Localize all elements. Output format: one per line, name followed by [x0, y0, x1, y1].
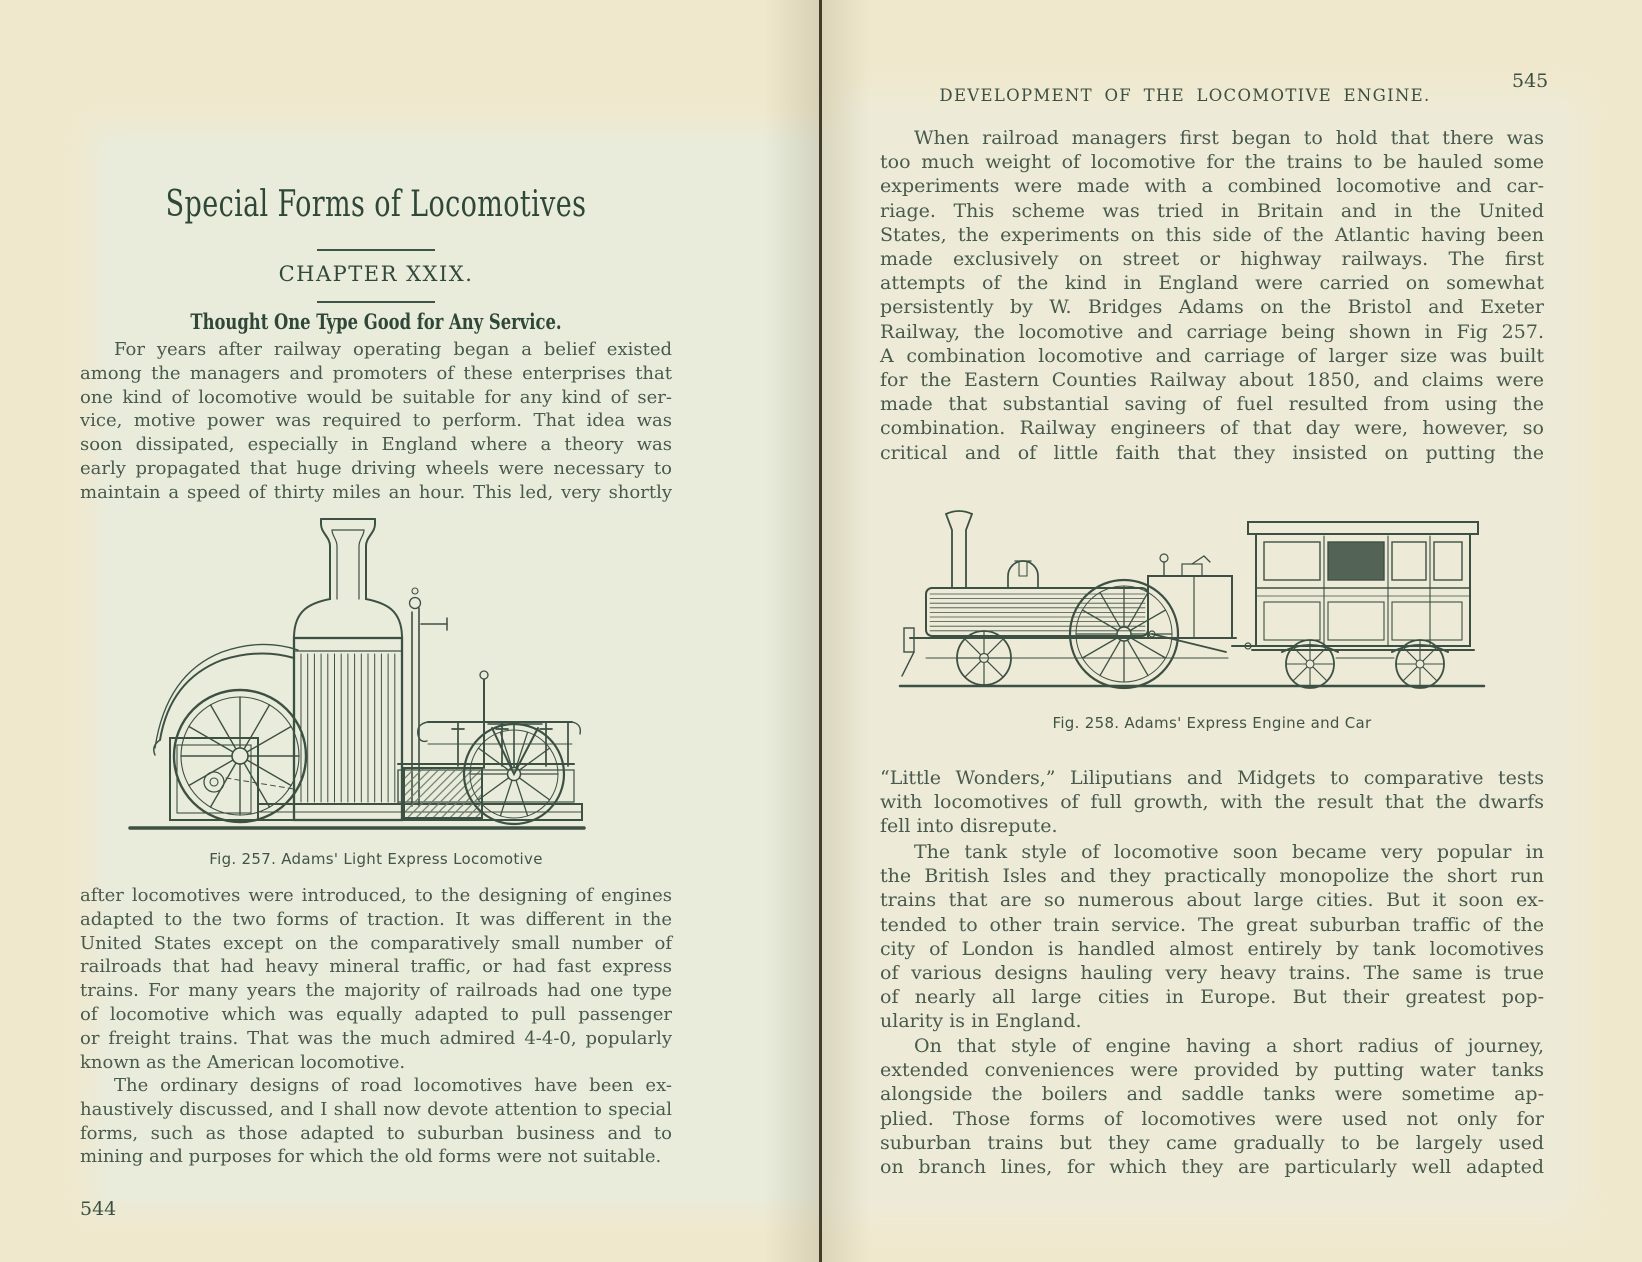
gutter-shadow-right [822, 0, 870, 1262]
page-number-right: 545 [1512, 70, 1549, 92]
text-line: persistently by W. Bridges Adams on the Bristol and Exeter [880, 296, 1544, 319]
text-line: States, the experiments on this side of the Atlantic having been [880, 223, 1544, 246]
text-line: The tank style of locomotive soon became very popular in [914, 841, 1544, 863]
text-line: “Little Wonders,” Liliputians and Midgets to comparative tests [880, 767, 1544, 789]
section-heading: Thought One Type Good for Any Service. [190, 309, 562, 334]
text-line: known as the American locomotive. [80, 1051, 406, 1073]
text-line: haustively discussed, and I shall now devote attention to special [80, 1098, 672, 1120]
text-line: tended to other train service. The great suburban traffic of the [880, 913, 1544, 936]
paragraph [80, 338, 672, 505]
figure-258-caption: Fig. 258. Adams' Express Engine and Car [1052, 714, 1372, 732]
text-line: ularity is in England. [880, 1010, 1082, 1033]
paragraph [880, 126, 1544, 465]
text-line: with locomotives of full growth, with the result that the dwarfs [880, 791, 1544, 814]
text-line: combination. Railway engineers of that day were, however, so [880, 417, 1544, 440]
text-line: experiments were made with a combined locomotive and car- [880, 175, 1544, 198]
text-line: extended conveniences were provided by putting water tanks [880, 1059, 1544, 1082]
text-line: plied. Those forms of locomotives were used not only for [880, 1107, 1544, 1130]
paragraph [880, 1034, 1544, 1179]
paragraph [80, 884, 672, 1074]
text-line: city of London is handled almost entirely by tank locomotives [880, 937, 1544, 960]
chapter-number-heading: CHAPTER XXIX. [278, 262, 474, 286]
text-line: on branch lines, for which they are particularly well adapted [880, 1156, 1544, 1179]
text-line: of locomotive which was equally adapted to pull passenger [80, 1003, 672, 1025]
text-line: critical and of little faith that they insisted on putting the [880, 441, 1544, 464]
text-line: fell into disrepute. [880, 815, 1058, 838]
text-line: one kind of locomotive would be suitable for any kind of ser- [80, 386, 672, 408]
chapter-rule [317, 301, 435, 303]
text-line: for the Eastern Counties Railway about 1850, and claims were [880, 369, 1544, 392]
chapter-title: Special Forms of Locomotives [165, 184, 587, 225]
paragraph [880, 840, 1544, 1034]
figure-257-illustration [122, 508, 592, 843]
gutter-shadow-left [764, 0, 819, 1262]
text-line: A combination locomotive and carriage of larger size was built [880, 344, 1544, 367]
running-header: DEVELOPMENT OF THE LOCOMOTIVE ENGINE. [939, 86, 1431, 105]
text-line: trains that are so numerous about large cities. But it soon ex- [880, 889, 1544, 912]
text-line: adapted to the two forms of traction. It was different in the [80, 908, 672, 930]
text-line: made that substantial saving of fuel resulted from using the [880, 393, 1544, 416]
figure-257-caption: Fig. 257. Adams' Light Express Locomotive [209, 850, 543, 868]
text-line: riage. This scheme was tried in Britain and in the United [880, 199, 1544, 222]
text-line: railroads that had heavy mineral traffic, or had fast express [80, 956, 672, 978]
text-line: early propagated that huge driving wheels were necessary to [80, 457, 672, 479]
text-line: of various designs hauling very heavy trains. The same is true [880, 962, 1544, 985]
text-line: On that style of engine having a short radius of journey, [914, 1035, 1544, 1057]
text-line: the British Isles and they practically monopolize the short run [880, 865, 1544, 888]
figure-258-illustration [896, 500, 1491, 692]
paragraph [80, 1074, 672, 1169]
text-line: after locomotives were introduced, to the designing of engines [80, 885, 672, 906]
text-line: When railroad managers first began to hold that there was [914, 127, 1544, 149]
text-line: suburban trains but they came gradually to be largely used [880, 1131, 1544, 1154]
text-line: among the managers and promoters of these enterprises that [80, 362, 672, 384]
text-line: The ordinary designs of road locomotives have been ex- [114, 1075, 672, 1096]
title-rule [317, 249, 435, 251]
text-line: Railway, the locomotive and carriage being shown in Fig 257. [880, 320, 1544, 343]
text-line: mining and purposes for which the old forms were not suitable. [80, 1146, 662, 1168]
text-line: vice, motive power was required to perform. That idea was [80, 410, 672, 432]
text-line: too much weight of locomotive for the trains to be hauled some [880, 151, 1544, 174]
text-line: maintain a speed of thirty miles an hour. This led, very shortly [80, 481, 672, 503]
text-line: trains. For many years the majority of railroads had one type [80, 980, 672, 1002]
text-line: soon dissipated, especially in England where a theory was [80, 434, 672, 456]
text-line: United States except on the comparatively small number of [80, 932, 672, 954]
paragraph [880, 766, 1544, 839]
text-line: alongside the boilers and saddle tanks were sometime ap- [880, 1083, 1544, 1106]
text-line: or freight trains. That was the much admired 4-4-0, popularly [80, 1027, 672, 1049]
text-line: attempts of the kind in England were carried on somewhat [880, 272, 1544, 295]
text-line: of nearly all large cities in Europe. But their greatest pop- [880, 986, 1544, 1009]
page-number-left: 544 [80, 1198, 117, 1220]
text-line: forms, such as those adapted to suburban business and to [80, 1122, 672, 1144]
text-line: For years after railway operating began a belief existed [114, 339, 672, 360]
text-line: made exclusively on street or highway railways. The first [880, 248, 1544, 271]
